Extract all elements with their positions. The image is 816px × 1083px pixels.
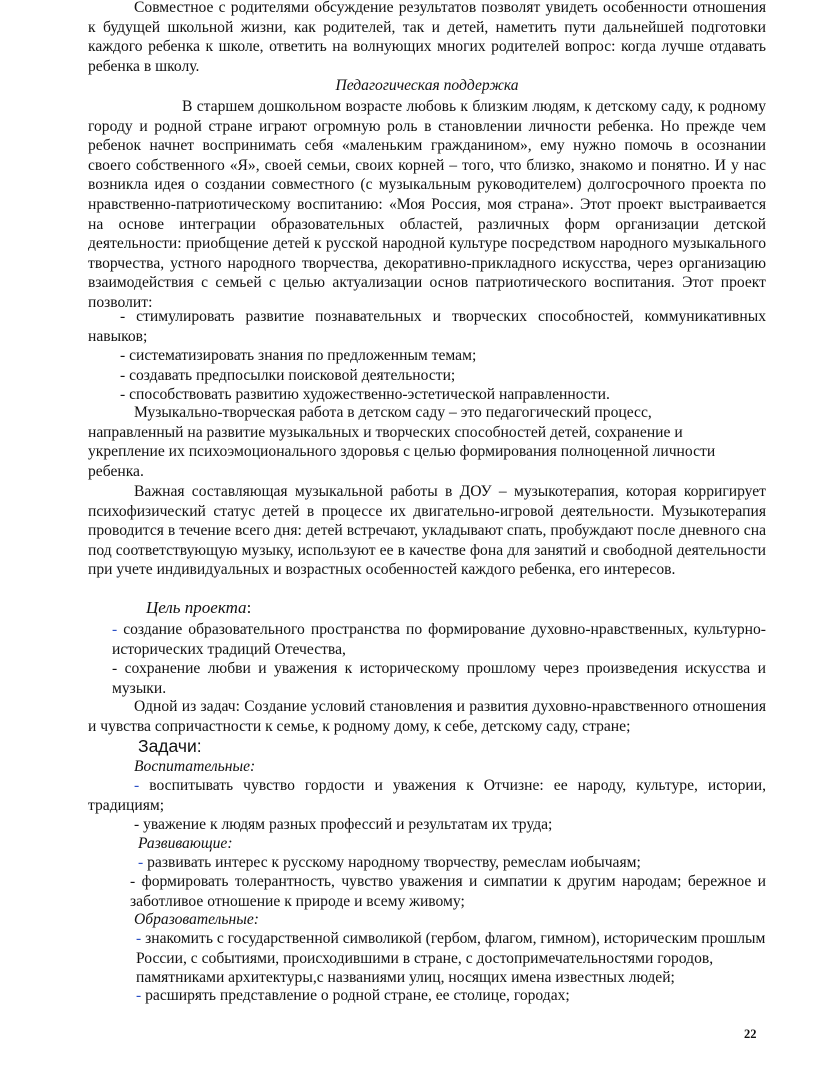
goal-heading-text: Цель проекта [146, 598, 247, 617]
bullet-dash: - [134, 777, 140, 794]
task-item [134, 815, 766, 835]
list-item [112, 659, 766, 698]
tasks-heading: Задачи: [138, 736, 202, 756]
bullet-dash: - [112, 660, 118, 678]
paragraph-intro: Совместное с родителями обсуждение результатов позволят увидеть особенности отношения к будущей школьной жизни, как родителей, так и детей, наметить пути дальнейшей подготовки каждого ребенка к школе, ответить на волнующих многих родителей вопрос: когда лучше отдавать ребенка в школу. [88, 0, 766, 75]
goal-heading-colon: : [246, 598, 252, 617]
paragraph-one-task: Одной из задач: Создание условий становления и развития духовно-нравственного отношения и чувства сопричастности к семье, к родному дому, к себе, детскому саду, стране; [88, 698, 766, 735]
task-item [136, 929, 770, 988]
section-title: Педагогическая поддержка [335, 77, 519, 94]
list-item-text: - формировать толерантность, чувство уважения и симпатии к другим народам; бережное и заботливое отношение к природе и всему живому; [130, 873, 766, 910]
bullet-dash: - [112, 621, 118, 638]
list-item: - стимулировать развитие познавательных и творческих способностей, коммуникативных навыков; [88, 308, 766, 345]
paragraph-support: В старшем дошкольном возрасте любовь к близким людям, к детскому саду, к родному городу и родной стране играют огромную роль в становлении личности ребенка. Но прежде чем ребенок начнет воспринимать себя «маленьким гражданином», ему нужно помочь в осознании своего собственного «Я», своей семьи, своих корней – того, что близко, знакомо и понятно. И у нас возникла идея о создании совместного (с музыкальным руководителем) долгосрочного проекта по нравственно-патриотическому воспитанию: «Моя Россия, моя страна». Этот проект выстраивается на основе интеграции образовательных областей, различных форм организации детской деятельности: приобщение детей к русской народной культуре посредством народного музыкального творчества, устного народного творчества, декоративно-прикладного искусства, через организацию взаимодействия с семьей с целью актуализации основ патриотического воспитания. Этот проект позволит: [88, 98, 766, 311]
list-item-text: знакомить с государственной символикой (гербом, флагом, гимном), историческим прошлым России, с событиями, происходившими в стране, с достопримечательностями городов, памятниками архитектуры,с названиями улиц, носящих имена известных людей; [136, 930, 766, 987]
list-item [112, 620, 766, 659]
list-item-text: - уважение к людям разных профессий и результатам их труда; [134, 816, 553, 833]
goal-list [112, 620, 766, 698]
bullet-dash: - [136, 930, 142, 947]
bullet-dash: - [138, 854, 144, 871]
list-item-text: развивать интерес к русскому народному творчеству, ремеслам иобычаям; [143, 854, 641, 871]
list-item: - систематизировать знания по предложенным темам; [120, 347, 477, 365]
task-item [130, 872, 766, 911]
task-item [138, 853, 766, 873]
task-item [88, 776, 766, 815]
list-item: - способствовать развитию художественно-эстетической направленности. [120, 386, 610, 404]
paragraph-music-work: Музыкально-творческая работа в детском саду – это педагогический процесс, направленный на развитие музыкальных и творческих способностей детей, сохранение и укрепление их психоэмоционального здоровья с целью формирования полноценной личности ребенка. [88, 404, 716, 480]
list-item-text: сохранение любви и уважения к историческому прошлому через произведения искусства и музыки. [112, 660, 766, 697]
list-item: - создавать предпосылки поисковой деятельности; [120, 366, 456, 384]
list-item-text: воспитывать чувство гордости и уважения к Отчизне: ее народу, культуре, истории, традициям; [88, 777, 766, 814]
list-item-text: создание образовательного пространства по формирование духовно-нравственных, культурно-исторических традиций Отечества, [112, 621, 766, 658]
page-number: 22 [744, 1027, 757, 1041]
task-group-title: Образовательные: [134, 911, 259, 928]
task-group-title: Развивающие: [138, 835, 233, 852]
bullet-dash: - [136, 987, 142, 1004]
task-group-title: Воспитательные: [134, 758, 256, 775]
list-item-text: расширять представление о родной стране, ее столице, городах; [141, 987, 570, 1004]
allows-list [88, 307, 766, 405]
paragraph-music-therapy: Важная составляющая музыкальной работы в ДОУ – музыкотерапия, которая корригирует психофизический статус детей в процессе их двигательно-игровой деятельности. Музыкотерапия проводится в течение всего дня: детей встречают, укладывают спать, пробуждают после дневного сна под соответствующую музыку, используют ее в качестве фона для занятий и свободной деятельности при учете индивидуальных и возрастных особенностей каждого ребенка, его интересов. [88, 483, 766, 579]
goal-heading [146, 598, 546, 618]
task-item [136, 986, 766, 1006]
